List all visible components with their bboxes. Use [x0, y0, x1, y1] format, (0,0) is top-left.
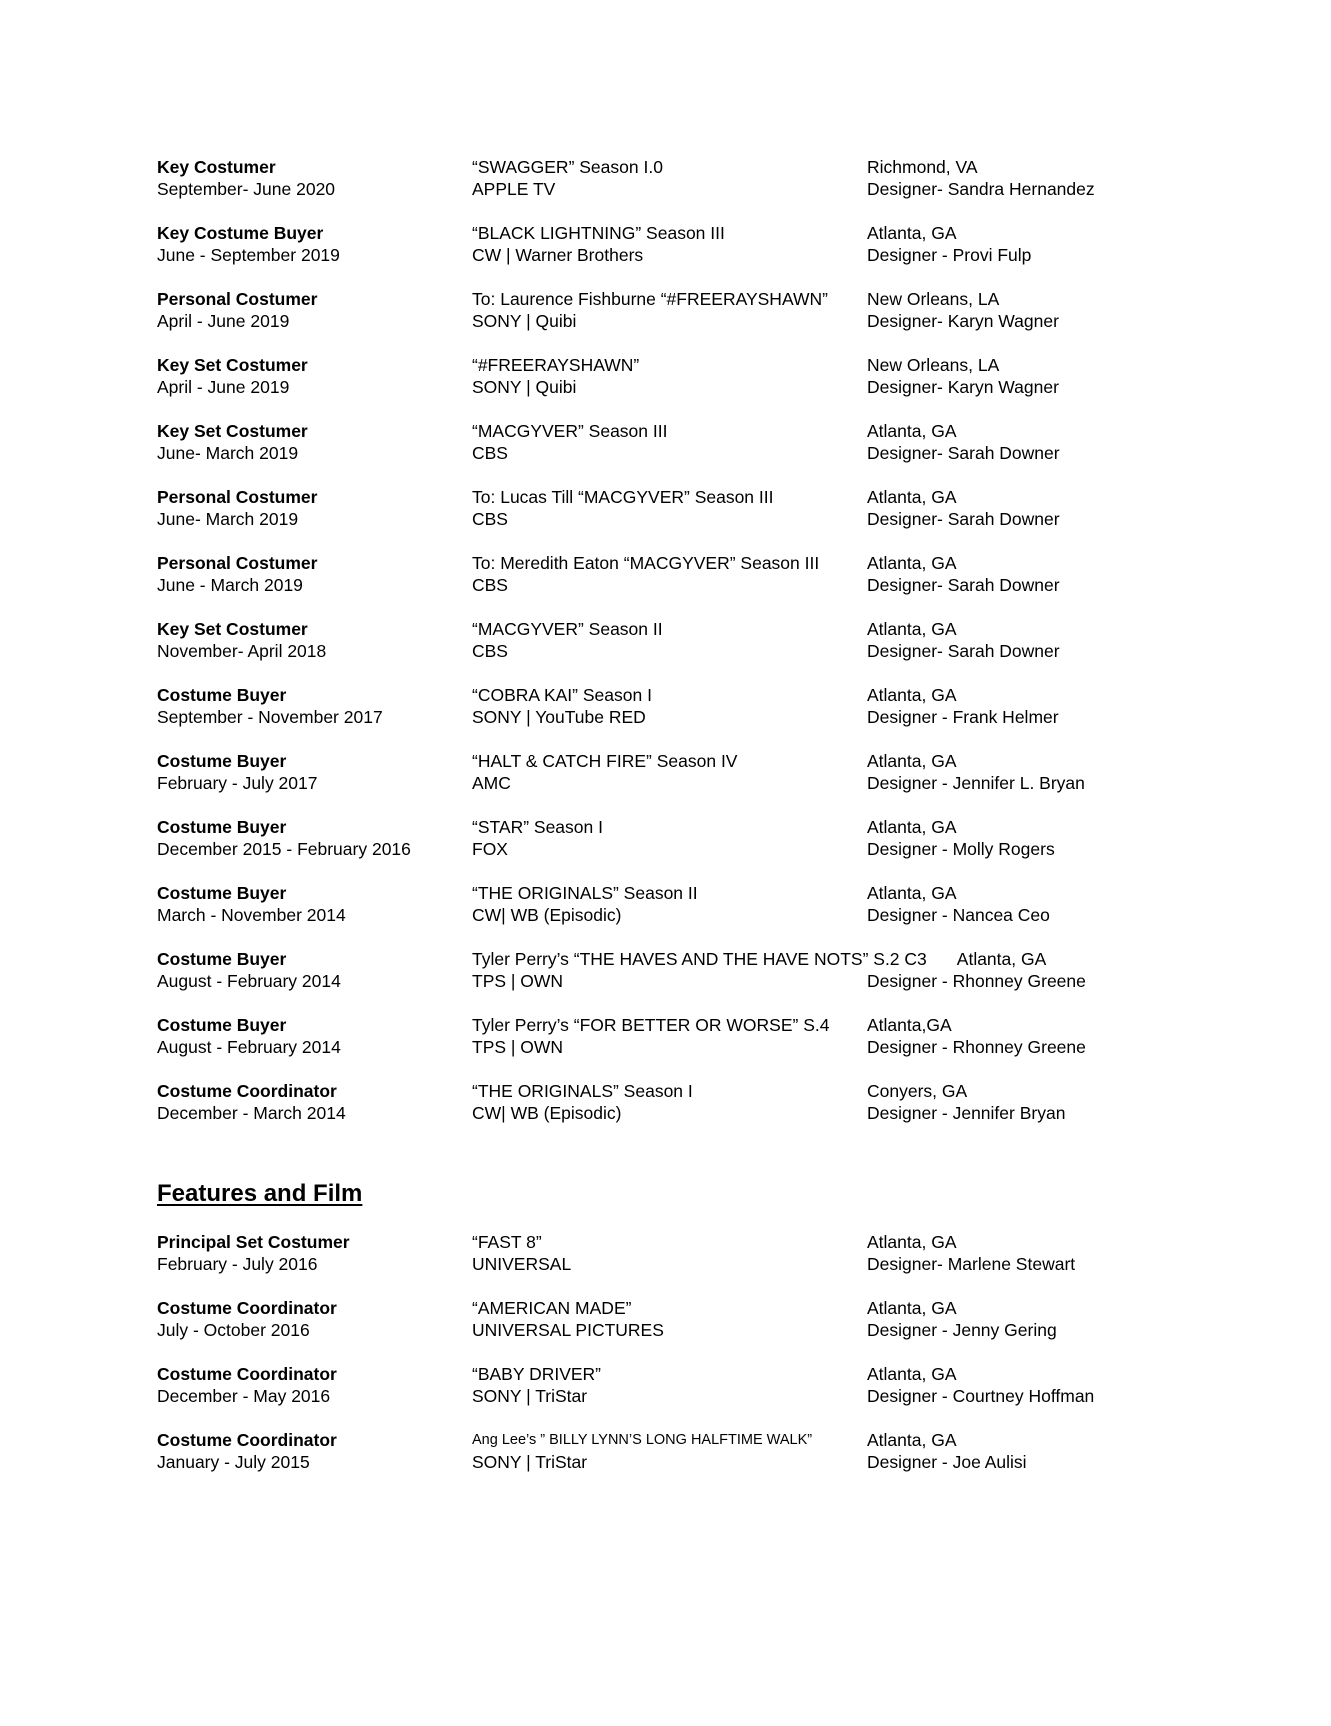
role-dates: December - March 2014 — [157, 1103, 346, 1123]
location-spacer — [867, 948, 1086, 970]
network: CBS — [472, 575, 508, 595]
role-title: Key Costumer — [157, 157, 276, 177]
role-dates: December 2015 - February 2016 — [157, 839, 411, 859]
production-column — [472, 486, 774, 530]
credit-entry — [157, 1080, 1257, 1146]
role-dates: November- April 2018 — [157, 641, 327, 661]
production-column — [472, 1014, 830, 1058]
network: CBS — [472, 509, 508, 529]
location-column — [867, 1429, 1027, 1473]
role-column — [157, 1297, 337, 1341]
role-title: Costume Buyer — [157, 751, 287, 771]
production-column — [472, 1363, 601, 1407]
role-title: Costume Coordinator — [157, 1298, 337, 1318]
credit-entry — [157, 354, 1257, 420]
designer: Designer- Sandra Hernandez — [867, 179, 1095, 199]
location: Atlanta, GA — [867, 1298, 957, 1318]
credit-entry — [157, 222, 1257, 288]
role-dates: March - November 2014 — [157, 905, 346, 925]
credit-entry — [157, 1231, 1257, 1297]
credit-entry — [157, 1429, 1257, 1495]
network: SONY | Quibi — [472, 377, 577, 397]
role-title: Costume Buyer — [157, 685, 287, 705]
location: Atlanta, GA — [867, 1364, 957, 1384]
credit-entry — [157, 816, 1257, 882]
location: Atlanta, GA — [867, 1232, 957, 1252]
role-dates: January - July 2015 — [157, 1452, 310, 1472]
role-column — [157, 1231, 350, 1275]
role-column — [157, 882, 346, 926]
network: SONY | TriStar — [472, 1452, 588, 1472]
designer: Designer - Nancea Ceo — [867, 905, 1050, 925]
network: CW| WB (Episodic) — [472, 1103, 622, 1123]
credit-entry — [157, 1363, 1257, 1429]
credit-entry — [157, 156, 1257, 222]
location-column — [867, 1080, 1065, 1124]
designer: Designer - Jennifer Bryan — [867, 1103, 1066, 1123]
location-column — [867, 420, 1060, 464]
show-title: “BLACK LIGHTNING” Season III — [472, 223, 725, 243]
role-column — [157, 420, 308, 464]
role-column — [157, 222, 340, 266]
production-column — [472, 750, 737, 794]
location-column — [867, 1231, 1075, 1275]
role-title: Key Set Costumer — [157, 355, 308, 375]
role-dates: February - July 2016 — [157, 1254, 318, 1274]
role-column — [157, 684, 383, 728]
role-column — [157, 1363, 337, 1407]
network: UNIVERSAL — [472, 1254, 572, 1274]
production-column — [472, 1080, 693, 1124]
role-dates: August - February 2014 — [157, 1037, 341, 1057]
role-dates: June- March 2019 — [157, 509, 299, 529]
network: CW| WB (Episodic) — [472, 905, 622, 925]
role-column — [157, 1014, 341, 1058]
location-column — [867, 1014, 1086, 1058]
show-title: “SWAGGER” Season I.0 — [472, 157, 663, 177]
location: Atlanta, GA — [867, 817, 957, 837]
role-column — [157, 354, 308, 398]
role-dates: June - March 2019 — [157, 575, 303, 595]
production-column — [472, 618, 663, 662]
role-title: Costume Buyer — [157, 883, 287, 903]
role-title: Key Set Costumer — [157, 421, 308, 441]
designer: Designer - Rhonney Greene — [867, 1037, 1086, 1057]
role-title: Costume Coordinator — [157, 1081, 337, 1101]
location: Richmond, VA — [867, 157, 978, 177]
show-title: To: Meredith Eaton “MACGYVER” Season III — [472, 553, 820, 573]
role-dates: February - July 2017 — [157, 773, 318, 793]
network: FOX — [472, 839, 508, 859]
credit-entry — [157, 486, 1257, 552]
role-title: Personal Costumer — [157, 487, 318, 507]
network: TPS | OWN — [472, 971, 564, 991]
role-column — [157, 1080, 346, 1124]
location: Atlanta, GA — [867, 553, 957, 573]
network: CBS — [472, 641, 508, 661]
tv-credits-list — [157, 156, 1257, 1146]
production-column — [472, 354, 639, 398]
production-column — [472, 882, 698, 926]
network: CW | Warner Brothers — [472, 245, 644, 265]
location-column — [867, 750, 1085, 794]
credit-entry — [157, 420, 1257, 486]
designer: Designer - Rhonney Greene — [867, 971, 1086, 991]
designer: Designer - Molly Rogers — [867, 839, 1055, 859]
role-dates: June - September 2019 — [157, 245, 340, 265]
location: New Orleans, LA — [867, 355, 1000, 375]
role-column — [157, 486, 317, 530]
designer: Designer- Karyn Wagner — [867, 311, 1059, 331]
role-dates: September - November 2017 — [157, 707, 383, 727]
show-title: “THE ORIGINALS” Season II — [472, 883, 698, 903]
role-title: Costume Buyer — [157, 1015, 287, 1035]
production-column — [472, 156, 663, 200]
location: Atlanta, GA — [956, 949, 1047, 969]
production-column — [472, 816, 603, 860]
role-title: Personal Costumer — [157, 553, 318, 573]
designer: Designer- Sarah Downer — [867, 641, 1060, 661]
role-dates: April - June 2019 — [157, 377, 290, 397]
network: APPLE TV — [472, 179, 556, 199]
role-title: Personal Costumer — [157, 289, 318, 309]
role-title: Costume Coordinator — [157, 1430, 337, 1450]
production-column — [472, 552, 819, 596]
role-column — [157, 552, 317, 596]
designer: Designer- Karyn Wagner — [867, 377, 1059, 397]
credit-entry — [157, 750, 1257, 816]
location-column — [867, 222, 1031, 266]
designer: Designer - Provi Fulp — [867, 245, 1032, 265]
location: Atlanta, GA — [867, 883, 957, 903]
role-column — [157, 156, 335, 200]
location-column — [867, 948, 1086, 992]
designer: Designer- Sarah Downer — [867, 443, 1060, 463]
role-title: Principal Set Costumer — [157, 1232, 350, 1252]
role-dates: December - May 2016 — [157, 1386, 331, 1406]
location-column — [867, 882, 1050, 926]
location-column — [867, 684, 1059, 728]
role-title: Costume Buyer — [157, 949, 287, 969]
location: New Orleans, LA — [867, 289, 1000, 309]
credit-entry — [157, 948, 1257, 1014]
credit-entry — [157, 684, 1257, 750]
show-title: “MACGYVER” Season II — [472, 619, 663, 639]
role-column — [157, 948, 341, 992]
designer: Designer- Marlene Stewart — [867, 1254, 1076, 1274]
location-column — [867, 486, 1060, 530]
role-column — [157, 618, 326, 662]
production-column — [472, 288, 828, 332]
network: UNIVERSAL PICTURES — [472, 1320, 664, 1340]
location-column — [867, 816, 1055, 860]
designer: Designer - Courtney Hoffman — [867, 1386, 1095, 1406]
location-column — [867, 1363, 1094, 1407]
production-column — [472, 1297, 664, 1341]
credit-entry — [157, 1014, 1257, 1080]
production-column — [472, 1429, 812, 1473]
credit-entry — [157, 552, 1257, 618]
network: TPS | OWN — [472, 1037, 564, 1057]
credit-entry — [157, 618, 1257, 684]
location-column — [867, 156, 1095, 200]
credit-entry — [157, 1297, 1257, 1363]
role-dates: September- June 2020 — [157, 179, 336, 199]
location: Atlanta, GA — [867, 421, 957, 441]
show-title: “BABY DRIVER” — [472, 1364, 602, 1384]
role-column — [157, 288, 317, 332]
production-column — [472, 684, 652, 728]
role-dates: July - October 2016 — [157, 1320, 310, 1340]
network: CBS — [472, 443, 508, 463]
show-title: “MACGYVER” Season III — [472, 421, 668, 441]
location-column — [867, 288, 1059, 332]
show-title: “HALT & CATCH FIRE” Season IV — [472, 751, 738, 771]
section-title-features-and-film: Features and Film — [157, 1180, 363, 1207]
role-column — [157, 750, 318, 794]
location: Conyers, GA — [867, 1081, 968, 1101]
location: Atlanta, GA — [867, 751, 957, 771]
show-title: Tyler Perry’s “FOR BETTER OR WORSE” S.4 — [472, 1015, 830, 1035]
designer: Designer- Sarah Downer — [867, 509, 1060, 529]
show-title: Ang Lee’s ” BILLY LYNN’S LONG HALFTIME WALK” — [472, 1432, 813, 1448]
role-title: Key Costume Buyer — [157, 223, 324, 243]
role-column — [157, 816, 411, 860]
show-title: “FAST 8” — [472, 1232, 542, 1252]
designer: Designer - Frank Helmer — [867, 707, 1059, 727]
film-credits-list — [157, 1231, 1257, 1495]
show-title: To: Laurence Fishburne “#FREERAYSHAWN” — [472, 289, 828, 309]
location-column — [867, 1297, 1057, 1341]
location-column — [867, 552, 1060, 596]
network: SONY | TriStar — [472, 1386, 588, 1406]
location: Atlanta, GA — [867, 685, 957, 705]
role-title: Key Set Costumer — [157, 619, 308, 639]
show-title: “#FREERAYSHAWN” — [472, 355, 640, 375]
role-column — [157, 1429, 337, 1473]
network: AMC — [472, 773, 511, 793]
role-dates: August - February 2014 — [157, 971, 341, 991]
production-column — [472, 1231, 571, 1275]
role-title: Costume Buyer — [157, 817, 287, 837]
location: Atlanta, GA — [867, 487, 957, 507]
show-title: Tyler Perry’s “THE HAVES AND THE HAVE NOTS” S.2 C3 — [472, 949, 927, 969]
role-title: Costume Coordinator — [157, 1364, 337, 1384]
role-dates: June- March 2019 — [157, 443, 299, 463]
location-column — [867, 354, 1059, 398]
show-title: “COBRA KAI” Season I — [472, 685, 652, 705]
production-column — [472, 222, 725, 266]
network: SONY | Quibi — [472, 311, 577, 331]
designer: Designer - Jenny Gering — [867, 1320, 1057, 1340]
show-title: To: Lucas Till “MACGYVER” Season III — [472, 487, 774, 507]
show-title: “THE ORIGINALS” Season I — [472, 1081, 693, 1101]
credit-entry — [157, 288, 1257, 354]
show-title: “AMERICAN MADE” — [472, 1298, 632, 1318]
location: Atlanta,GA — [867, 1015, 952, 1035]
credit-entry — [157, 882, 1257, 948]
location: Atlanta, GA — [867, 1430, 957, 1450]
designer: Designer- Sarah Downer — [867, 575, 1060, 595]
designer: Designer - Jennifer L. Bryan — [867, 773, 1085, 793]
location: Atlanta, GA — [867, 223, 957, 243]
production-column — [472, 420, 667, 464]
location: Atlanta, GA — [867, 619, 957, 639]
role-dates: April - June 2019 — [157, 311, 290, 331]
network: SONY | YouTube RED — [472, 707, 646, 727]
designer: Designer - Joe Aulisi — [867, 1452, 1027, 1472]
show-title: “STAR” Season I — [472, 817, 603, 837]
location-column — [867, 618, 1060, 662]
